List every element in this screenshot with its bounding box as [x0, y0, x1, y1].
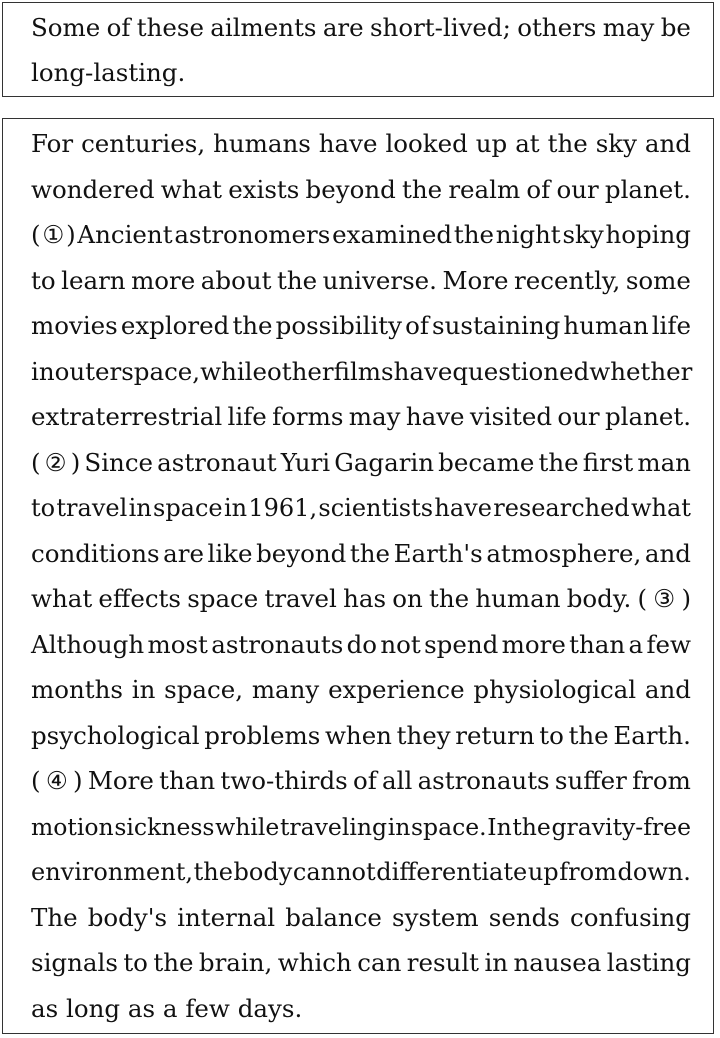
word: can — [357, 948, 402, 977]
word: up — [527, 858, 559, 886]
word: ) — [66, 220, 76, 249]
passage-line — [31, 266, 691, 296]
word: these — [136, 13, 204, 42]
word: movies — [31, 311, 118, 340]
word: others — [517, 13, 597, 42]
word: man — [637, 447, 691, 477]
word: The — [31, 902, 78, 932]
word: More — [442, 265, 509, 295]
word: internal — [177, 902, 276, 932]
word: conditions — [31, 538, 160, 568]
word: Earth's — [393, 538, 483, 568]
word: the — [429, 584, 470, 613]
word: films — [333, 356, 394, 386]
word: body — [233, 858, 293, 886]
passage-line — [31, 675, 691, 705]
word: short-lived; — [369, 13, 511, 42]
passage-line — [31, 630, 691, 660]
word: lasting — [606, 948, 691, 977]
word: what — [31, 584, 93, 613]
word: long — [66, 993, 121, 1023]
word: have — [434, 494, 492, 522]
word: the — [538, 447, 579, 477]
word: which — [277, 948, 352, 977]
word: more — [131, 265, 196, 295]
word: experience — [328, 675, 465, 704]
word: of — [352, 766, 377, 795]
passage-line — [31, 857, 691, 887]
word: ) — [681, 584, 691, 613]
word: most — [147, 629, 208, 659]
word: Ancient — [77, 220, 173, 249]
word: ( — [31, 766, 41, 795]
word: are — [163, 538, 204, 568]
word: system — [392, 902, 479, 932]
word: months — [31, 675, 123, 704]
word: and — [644, 675, 691, 704]
word: than — [159, 766, 216, 795]
word: as — [127, 993, 156, 1023]
word: recently, — [514, 265, 621, 295]
given-sentence-box — [2, 2, 714, 97]
word: as — [31, 993, 59, 1023]
passage-line — [31, 721, 691, 751]
word: human — [563, 311, 649, 340]
word: extraterrestrial — [31, 402, 223, 431]
word: ) — [73, 766, 83, 795]
word: return — [455, 720, 535, 750]
word: beyond — [305, 174, 396, 204]
word: when — [324, 720, 392, 750]
passage-line — [31, 812, 691, 842]
word: to — [31, 494, 56, 522]
word: whether — [589, 356, 693, 386]
word: long-lasting. — [31, 58, 186, 87]
word: days. — [237, 993, 303, 1023]
word: from — [632, 766, 691, 795]
word: do — [346, 629, 378, 659]
word: looked — [385, 129, 468, 158]
word: from — [559, 858, 617, 886]
word: all — [382, 766, 413, 795]
given-sentence-line — [31, 58, 691, 88]
word: many — [251, 675, 320, 704]
word: astronaut — [157, 447, 277, 477]
passage-box — [2, 118, 714, 1034]
word: In — [487, 812, 512, 841]
word: may — [602, 13, 655, 42]
word: travel — [56, 494, 128, 522]
word: may — [348, 402, 401, 431]
word: to — [539, 720, 564, 750]
word: space. — [410, 812, 487, 841]
word: the — [349, 538, 391, 568]
word: the — [276, 265, 318, 295]
word: beyond — [256, 538, 347, 568]
word: ailments — [210, 13, 317, 42]
passage-line — [31, 903, 691, 933]
word: questioned — [452, 356, 590, 386]
word: up — [475, 129, 508, 158]
word: what — [160, 174, 222, 204]
word: in — [128, 494, 152, 522]
passage-line — [31, 129, 691, 159]
word: human — [475, 584, 561, 613]
word: body. — [566, 584, 632, 613]
word: result — [406, 948, 480, 977]
word: psychological — [31, 720, 200, 750]
word: the — [232, 311, 273, 340]
word: cannot — [292, 858, 376, 886]
word: night — [495, 220, 561, 249]
word: our — [557, 402, 600, 431]
word: more — [501, 629, 566, 659]
word: physiological — [473, 675, 637, 704]
word: first — [582, 447, 634, 477]
word: at — [515, 129, 540, 158]
word: in — [484, 948, 509, 977]
word: For — [31, 129, 74, 158]
word: Yuri — [280, 447, 331, 477]
word: sustaining — [432, 311, 561, 340]
word: about — [200, 265, 272, 295]
word: planet. — [604, 174, 691, 204]
word: our — [556, 174, 599, 204]
word: realm — [448, 174, 521, 204]
word: universe. — [322, 265, 437, 295]
passage-line — [31, 994, 691, 1024]
word: differentiate — [376, 858, 528, 886]
word: exists — [228, 174, 300, 204]
word: forms — [272, 402, 344, 431]
word: the — [193, 858, 233, 886]
word: nausea — [513, 948, 602, 977]
word: while — [200, 356, 268, 386]
word: the — [453, 220, 494, 249]
word: are — [322, 13, 364, 42]
passage-line — [31, 448, 691, 478]
word: have — [405, 402, 465, 431]
word: they — [396, 720, 451, 750]
word: sickness — [114, 812, 215, 841]
word: visited — [469, 402, 553, 431]
word: and — [644, 129, 691, 158]
word: ④ — [45, 766, 68, 795]
word: Some — [31, 13, 101, 42]
word: ① — [42, 220, 65, 249]
word: a — [162, 993, 178, 1023]
word: of — [526, 174, 551, 204]
word: learn — [61, 265, 126, 295]
word: wondered — [31, 174, 155, 204]
passage-line — [31, 948, 691, 978]
word: in — [131, 675, 156, 704]
word: brain, — [198, 948, 273, 977]
word: on — [392, 584, 423, 613]
passage-line — [31, 357, 691, 387]
word: atmosphere, — [486, 538, 642, 568]
word: of — [106, 13, 131, 42]
word: explored — [120, 311, 230, 340]
passage-line — [31, 402, 691, 432]
passage-line — [31, 584, 691, 614]
passage-line — [31, 220, 691, 250]
word: space — [153, 494, 223, 522]
word: spend — [424, 629, 499, 659]
word: space — [187, 584, 259, 613]
word: the — [402, 174, 443, 204]
word: space, — [121, 356, 201, 386]
word: travel — [264, 584, 337, 613]
word: life — [651, 311, 691, 340]
word: body's — [87, 902, 168, 932]
word: effects — [98, 584, 181, 613]
word: down. — [617, 858, 691, 886]
word: humans — [213, 129, 311, 158]
given-sentence-line — [31, 13, 691, 43]
word: sends — [488, 902, 560, 932]
word: confusing — [569, 902, 691, 932]
word: two-thirds — [220, 766, 348, 795]
word: Although — [31, 629, 145, 659]
word: sky — [562, 220, 604, 249]
word: be — [660, 13, 691, 42]
word: have — [393, 356, 453, 386]
word: has — [343, 584, 387, 613]
word: Since — [84, 447, 154, 477]
word: life — [227, 402, 267, 431]
word: motion — [31, 812, 114, 841]
word: centuries, — [81, 129, 206, 158]
word: possibility — [275, 311, 402, 340]
word: than — [569, 629, 626, 659]
word: to — [123, 948, 148, 977]
word: space, — [164, 675, 244, 704]
word: few — [646, 629, 691, 659]
word: the — [512, 812, 551, 841]
word: few — [185, 993, 230, 1023]
word: outer — [54, 356, 122, 386]
word: hoping — [605, 220, 691, 249]
word: ( — [637, 584, 648, 613]
word: environment, — [31, 858, 193, 886]
passage-line — [31, 175, 691, 205]
word: researched — [493, 494, 630, 522]
passage-line — [31, 766, 691, 796]
word: ) — [70, 447, 81, 477]
word: of — [405, 311, 429, 340]
word: ( — [31, 447, 41, 477]
word: astronomers — [174, 220, 331, 249]
word: ② — [44, 447, 67, 477]
passage-line — [31, 493, 691, 523]
word: astronauts — [211, 629, 344, 659]
word: More — [87, 766, 154, 795]
passage-line — [31, 539, 691, 569]
word: sky — [595, 129, 637, 158]
word: astronauts — [417, 766, 550, 795]
word: gravity-free — [551, 812, 691, 841]
word: to — [31, 265, 56, 295]
word: in — [387, 812, 411, 841]
word: like — [207, 538, 253, 568]
word: some — [625, 265, 691, 295]
word: Gagarin — [334, 447, 435, 477]
word: the — [568, 720, 609, 750]
word: 1961, — [248, 494, 318, 522]
word: the — [153, 948, 194, 977]
word: ③ — [653, 584, 676, 613]
word: traveling — [279, 812, 388, 841]
passage-line — [31, 311, 691, 341]
word: a — [628, 629, 644, 659]
word: scientists — [318, 494, 434, 522]
word: in — [223, 494, 248, 522]
word: not — [380, 629, 421, 659]
word: Earth. — [613, 720, 691, 750]
word: examined — [332, 220, 453, 249]
word: while — [215, 812, 280, 841]
word: became — [438, 447, 535, 477]
word: problems — [204, 720, 321, 750]
word: what — [630, 494, 691, 522]
word: in — [31, 356, 55, 386]
word: the — [547, 129, 588, 158]
word: have — [318, 129, 378, 158]
word: and — [644, 538, 691, 568]
word: balance — [285, 902, 382, 932]
word: ( — [31, 220, 41, 249]
word: signals — [31, 948, 118, 977]
word: suffer — [554, 766, 627, 795]
word: other — [267, 356, 334, 386]
word: planet. — [604, 402, 691, 431]
